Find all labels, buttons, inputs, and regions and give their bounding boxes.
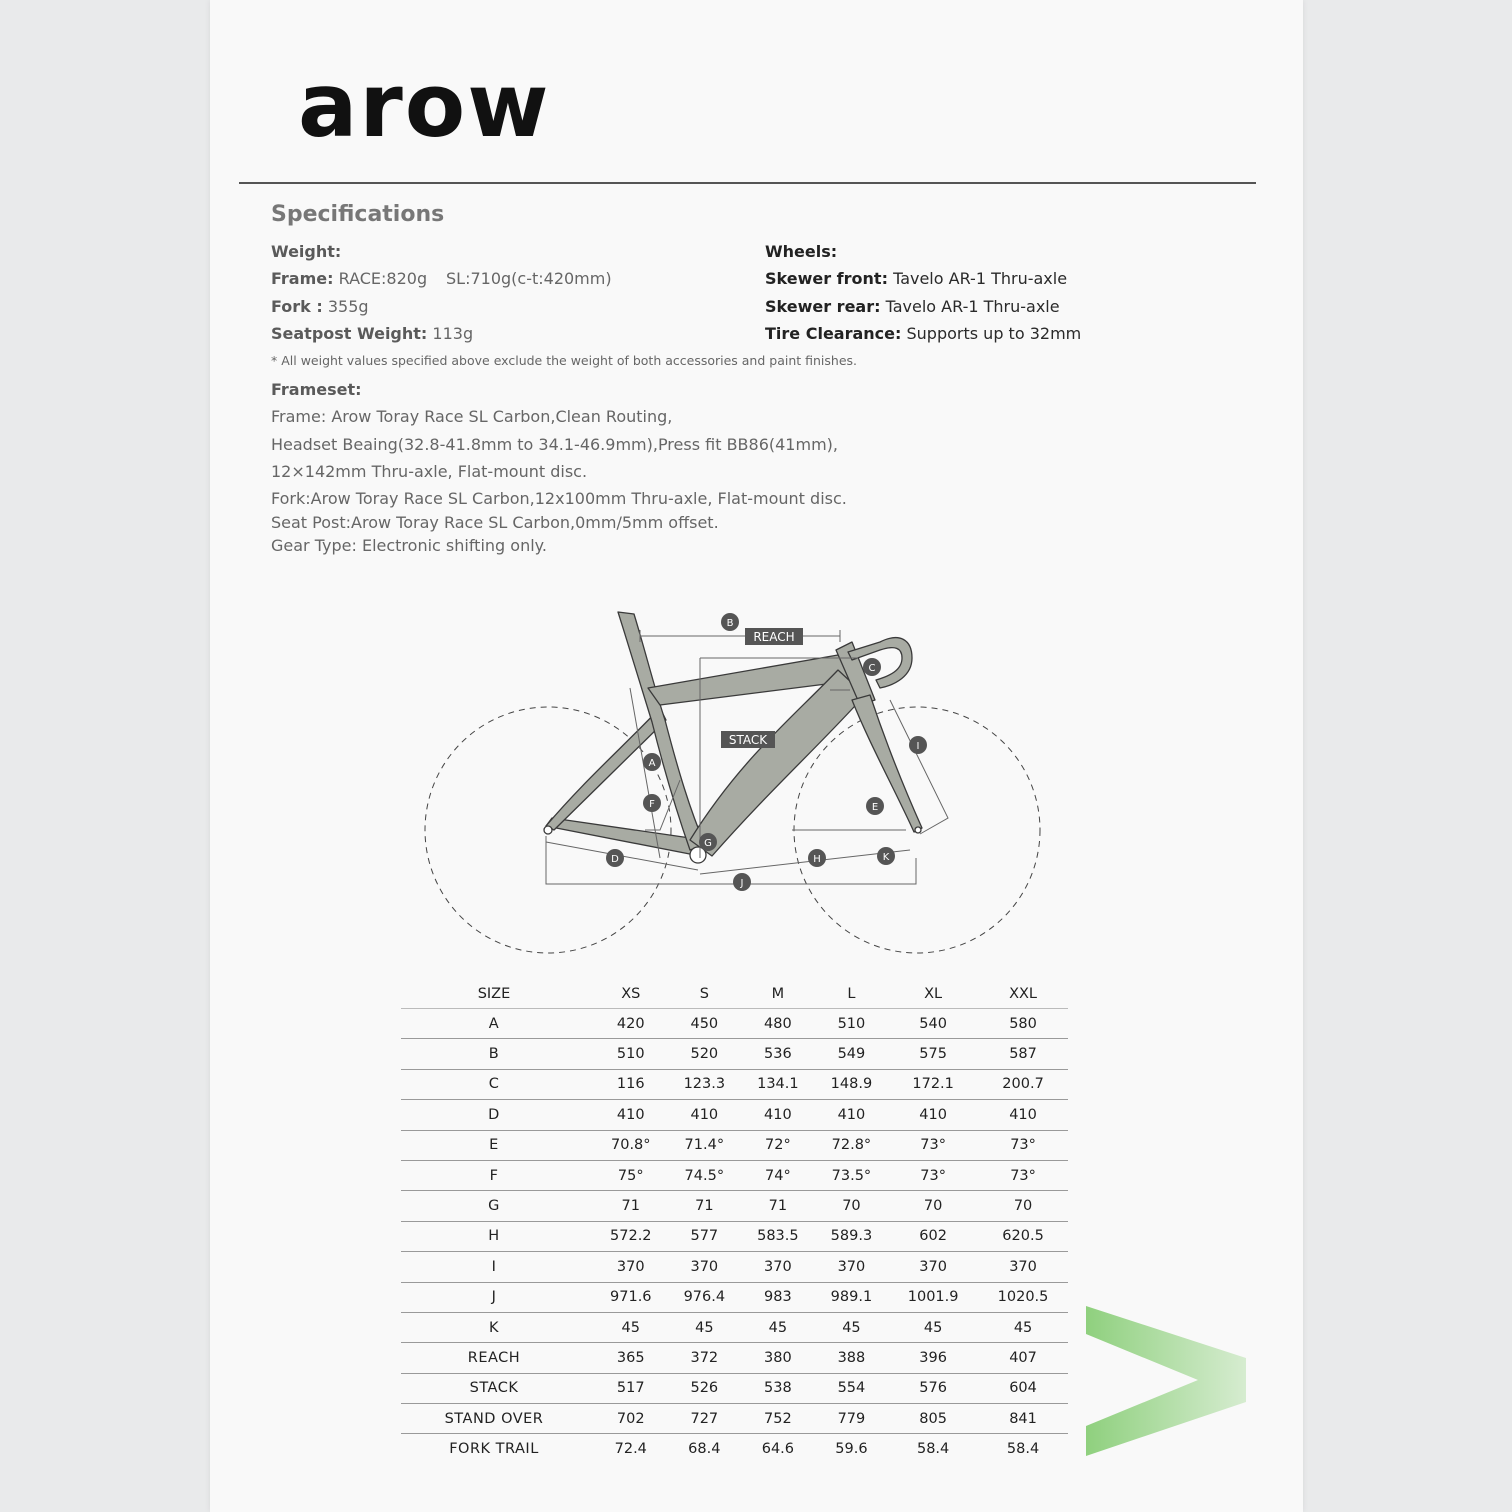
table-cell: 589.3 (815, 1221, 889, 1251)
table-cell: 172.1 (888, 1069, 978, 1099)
fork-weight-label: Fork : (271, 297, 323, 316)
chain-stay (546, 818, 704, 856)
svg-text:I: I (916, 741, 920, 752)
svg-text:H: H (813, 854, 821, 865)
table-row (401, 1434, 1068, 1464)
spacer-cell (587, 1312, 594, 1342)
row-label-cell: B (401, 1039, 587, 1069)
table-cell: 372 (668, 1343, 742, 1373)
table-row (401, 1373, 1068, 1403)
marker-d (606, 849, 624, 867)
brand-chevron (1086, 1306, 1248, 1456)
stack-tag (721, 731, 775, 748)
table-cell: 583.5 (741, 1221, 815, 1251)
table-cell: 971.6 (594, 1282, 668, 1312)
spacer-cell (587, 1191, 594, 1221)
frameset-fork-line (271, 489, 847, 509)
marker-a (643, 753, 661, 771)
table-cell: 388 (815, 1343, 889, 1373)
table-cell: 70.8° (594, 1130, 668, 1160)
frame-weight-line (271, 269, 427, 289)
table-cell: 410 (668, 1100, 742, 1130)
table-row (401, 1100, 1068, 1130)
tire-clearance-value: Supports up to 32mm (906, 324, 1082, 343)
table-cell: 73° (978, 1130, 1068, 1160)
spacer-cell (587, 1282, 594, 1312)
table-cell: 620.5 (978, 1221, 1068, 1251)
marker-k (877, 847, 895, 865)
table-cell: 365 (594, 1343, 668, 1373)
table-header-cell: XL (888, 980, 978, 1009)
svg-text:STACK: STACK (728, 733, 768, 747)
table-header-cell: L (815, 980, 889, 1009)
table-cell: 380 (741, 1343, 815, 1373)
table-cell: 407 (978, 1343, 1068, 1373)
table-cell: 1020.5 (978, 1282, 1068, 1312)
table-cell: 517 (594, 1373, 668, 1403)
table-cell: 410 (978, 1100, 1068, 1130)
table-cell: 58.4 (916, 1441, 950, 1458)
table-cell: 45 (978, 1312, 1068, 1342)
table-cell: 45 (741, 1312, 815, 1342)
frameset-heading: Frameset: (271, 380, 362, 399)
spacer-cell (587, 1221, 594, 1251)
spacer-cell (587, 1373, 594, 1403)
frame-weight-sl: SL:710g(c-t:420mm) (446, 269, 612, 288)
frameset-seatpost-label: Seat Post: (271, 513, 352, 532)
table-cell: 841 (978, 1404, 1068, 1434)
row-label-cell: REACH (401, 1343, 587, 1373)
table-cell: 536 (741, 1039, 815, 1069)
row-label-cell: G (401, 1191, 587, 1221)
marker-f (643, 794, 661, 812)
seat-tube (618, 612, 705, 850)
skewer-front-value: Tavelo AR-1 Thru-axle (893, 269, 1068, 288)
frameset-frame-line3: 12×142mm Thru-axle, Flat-mount disc. (271, 462, 588, 481)
marker-b (721, 613, 739, 631)
table-cell: 779 (815, 1404, 889, 1434)
table-cell: 554 (815, 1373, 889, 1403)
spacer-cell (587, 1343, 594, 1373)
table-cell: 71 (594, 1191, 668, 1221)
row-label-cell: E (401, 1130, 587, 1160)
frameset-gear-label: Gear Type: (271, 536, 357, 555)
tire-clearance-line (765, 324, 1081, 344)
table-cell: 572.2 (594, 1221, 668, 1251)
spacer-cell (587, 1100, 594, 1130)
table-cell: 580 (978, 1009, 1068, 1039)
table-cell: 75° (594, 1160, 668, 1190)
frameset-frame-line2: Headset Beaing(32.8-41.8mm to 34.1-46.9mm),Press fit BB86(41mm), (271, 435, 838, 454)
table-cell: 58.4 (1006, 1441, 1040, 1458)
seatpost-weight-value: 113g (432, 324, 474, 343)
row-label-cell: I (401, 1252, 587, 1282)
tire-clearance-label: Tire Clearance: (765, 324, 902, 343)
brand-logo: arow (298, 54, 551, 157)
row-label-cell: STACK (401, 1373, 587, 1403)
specifications-title: Specifications (271, 202, 445, 227)
table-cell: 805 (888, 1404, 978, 1434)
table-cell: 74° (741, 1160, 815, 1190)
table-cell: 370 (888, 1252, 978, 1282)
svg-text:B: B (726, 618, 734, 629)
marker-e (866, 797, 884, 815)
table-cell: 549 (815, 1039, 889, 1069)
table-cell: 410 (741, 1100, 815, 1130)
spacer-cell (587, 1009, 594, 1039)
row-label-cell: K (401, 1312, 587, 1342)
wheels-heading: Wheels: (765, 242, 838, 261)
table-cell: 70 (978, 1191, 1068, 1221)
frameset-frame-value: Arow Toray Race SL Carbon,Clean Routing, (331, 407, 673, 426)
table-cell: 575 (888, 1039, 978, 1069)
frame-weight-label: Frame: (271, 269, 334, 288)
reach-tag (745, 628, 803, 645)
marker-j (733, 873, 751, 891)
frameset-seatpost-value: Arow Toray Race SL Carbon,0mm/5mm offset. (351, 513, 719, 532)
table-cell: 123.3 (668, 1069, 742, 1099)
table-cell: 983 (741, 1282, 815, 1312)
table-cell: 68.4 (688, 1441, 721, 1458)
table-cell: 396 (888, 1343, 978, 1373)
header-divider (239, 182, 1256, 184)
table-cell: 370 (741, 1252, 815, 1282)
table-cell: 989.1 (815, 1282, 889, 1312)
table-cell: 727 (668, 1404, 742, 1434)
table-cell: 200.7 (978, 1069, 1068, 1099)
table-header-cell: M (741, 980, 815, 1009)
table-header-cell: XS (594, 980, 668, 1009)
table-row (401, 1282, 1068, 1312)
frameset-gear-value: Electronic shifting only. (361, 536, 547, 555)
table-cell: 72.4 (614, 1441, 647, 1458)
table-cell: 116 (594, 1069, 668, 1099)
table-cell: 45 (888, 1312, 978, 1342)
fork-weight-value: 355g (327, 297, 369, 316)
table-cell: 45 (815, 1312, 889, 1342)
table-cell: 1001.9 (888, 1282, 978, 1312)
seatpost-weight-line (271, 324, 473, 344)
table-cell: 540 (888, 1009, 978, 1039)
table-cell: 410 (888, 1100, 978, 1130)
table-row (401, 1312, 1068, 1342)
weight-note: * All weight values specified above exclude the weight of both accessories and paint finishes. (271, 353, 858, 368)
table-cell: 370 (594, 1252, 668, 1282)
table-row (401, 1343, 1068, 1373)
table-cell: 72° (741, 1130, 815, 1160)
table-row (401, 1404, 1068, 1434)
table-cell: 70 (815, 1191, 889, 1221)
fork (852, 695, 922, 832)
table-cell: 73° (978, 1160, 1068, 1190)
row-label-cell: C (401, 1069, 587, 1099)
svg-text:D: D (611, 854, 619, 865)
table-cell: 577 (668, 1221, 742, 1251)
table-cell: 480 (741, 1009, 815, 1039)
table-cell: 538 (741, 1373, 815, 1403)
table-header-cell: S (668, 980, 742, 1009)
table-row (401, 1252, 1068, 1282)
frameset-frame-label: Frame: (271, 407, 327, 426)
row-label-cell: FORK TRAIL (449, 1441, 539, 1458)
table-body (401, 1009, 1068, 1464)
svg-text:C: C (868, 663, 876, 674)
table-cell: 370 (815, 1252, 889, 1282)
table-row (401, 1009, 1068, 1039)
svg-text:F: F (649, 799, 655, 810)
frame-geometry-diagram (410, 596, 1070, 966)
geometry-table (401, 980, 1068, 1464)
table-cell: 72.8° (815, 1130, 889, 1160)
weight-heading: Weight: (271, 242, 342, 261)
svg-text:E: E (871, 802, 879, 813)
svg-text:REACH: REACH (753, 630, 795, 644)
spacer-cell (587, 1069, 594, 1099)
marker-i (909, 736, 927, 754)
row-label-cell: D (401, 1100, 587, 1130)
frameset-gear-line (271, 536, 547, 556)
table-row (401, 1039, 1068, 1069)
table-cell: 576 (888, 1373, 978, 1403)
table-cell: 45 (668, 1312, 742, 1342)
table-header-cell: XXL (978, 980, 1068, 1009)
table-cell: 370 (668, 1252, 742, 1282)
table-cell: 752 (741, 1404, 815, 1434)
table-row (401, 1069, 1068, 1099)
row-label-cell: J (401, 1282, 587, 1312)
skewer-rear-label: Skewer rear: (765, 297, 881, 316)
row-label-cell: H (401, 1221, 587, 1251)
spacer-cell (587, 1160, 594, 1190)
table-cell: 587 (978, 1039, 1068, 1069)
marker-g (699, 833, 717, 851)
skewer-front-label: Skewer front: (765, 269, 888, 288)
table-cell: 73° (888, 1160, 978, 1190)
table-cell: 604 (978, 1373, 1068, 1403)
table-cell: 410 (594, 1100, 668, 1130)
table-cell: 64.6 (761, 1441, 795, 1458)
skewer-front-line (765, 269, 1067, 289)
table-cell: 148.9 (815, 1069, 889, 1099)
table-row (401, 1130, 1068, 1160)
table-cell: 73.5° (815, 1160, 889, 1190)
table-cell: 510 (815, 1009, 889, 1039)
fork-weight-line (271, 297, 369, 317)
frameset-fork-label: Fork: (271, 489, 311, 508)
table-cell: 420 (594, 1009, 668, 1039)
row-label-cell: F (401, 1160, 587, 1190)
marker-c (863, 658, 881, 676)
table-cell: 450 (668, 1009, 742, 1039)
table-cell: 510 (594, 1039, 668, 1069)
table-cell: 976.4 (668, 1282, 742, 1312)
skewer-rear-value: Tavelo AR-1 Thru-axle (885, 297, 1060, 316)
seatpost-weight-label: Seatpost Weight: (271, 324, 428, 343)
svg-text:K: K (882, 852, 890, 863)
table-cell: 70 (888, 1191, 978, 1221)
spacer-cell (587, 1039, 594, 1069)
table-cell: 73° (888, 1130, 978, 1160)
table-row (401, 1221, 1068, 1251)
rear-dropout (544, 826, 552, 834)
svg-text:A: A (648, 758, 656, 769)
svg-text:G: G (704, 838, 712, 849)
row-label-cell: STAND OVER (401, 1404, 587, 1434)
table-cell: 410 (815, 1100, 889, 1130)
table-cell: 520 (668, 1039, 742, 1069)
marker-h (808, 849, 826, 867)
table-cell: 74.5° (668, 1160, 742, 1190)
table-row (401, 1191, 1068, 1221)
table-cell: 59.6 (835, 1441, 868, 1458)
table-cell: 702 (594, 1404, 668, 1434)
table-cell: 71.4° (668, 1130, 742, 1160)
frameset-fork-value: Arow Toray Race SL Carbon,12x100mm Thru-axle, Flat-mount disc. (310, 489, 847, 508)
table-header-cell: SIZE (401, 980, 587, 1009)
table-cell: 71 (668, 1191, 742, 1221)
skewer-rear-line (765, 297, 1060, 317)
frame-weight-race: RACE:820g (338, 269, 428, 288)
table-cell: 526 (668, 1373, 742, 1403)
table-cell: 134.1 (741, 1069, 815, 1099)
table-header-cell (587, 980, 594, 1009)
svg-text:J: J (740, 878, 744, 889)
table-cell: 370 (978, 1252, 1068, 1282)
front-dropout (915, 827, 921, 833)
frameset-seatpost-line (271, 513, 719, 533)
table-cell: 45 (594, 1312, 668, 1342)
row-label-cell: A (401, 1009, 587, 1039)
spacer-cell (587, 1130, 594, 1160)
frameset-frame-line1 (271, 407, 672, 427)
table-cell: 602 (888, 1221, 978, 1251)
spacer-cell (587, 1404, 594, 1434)
table-row (401, 1160, 1068, 1190)
spacer-cell (587, 1252, 594, 1282)
table-cell: 71 (741, 1191, 815, 1221)
table-header-row (401, 980, 1068, 1009)
spacer-cell (587, 1434, 594, 1464)
